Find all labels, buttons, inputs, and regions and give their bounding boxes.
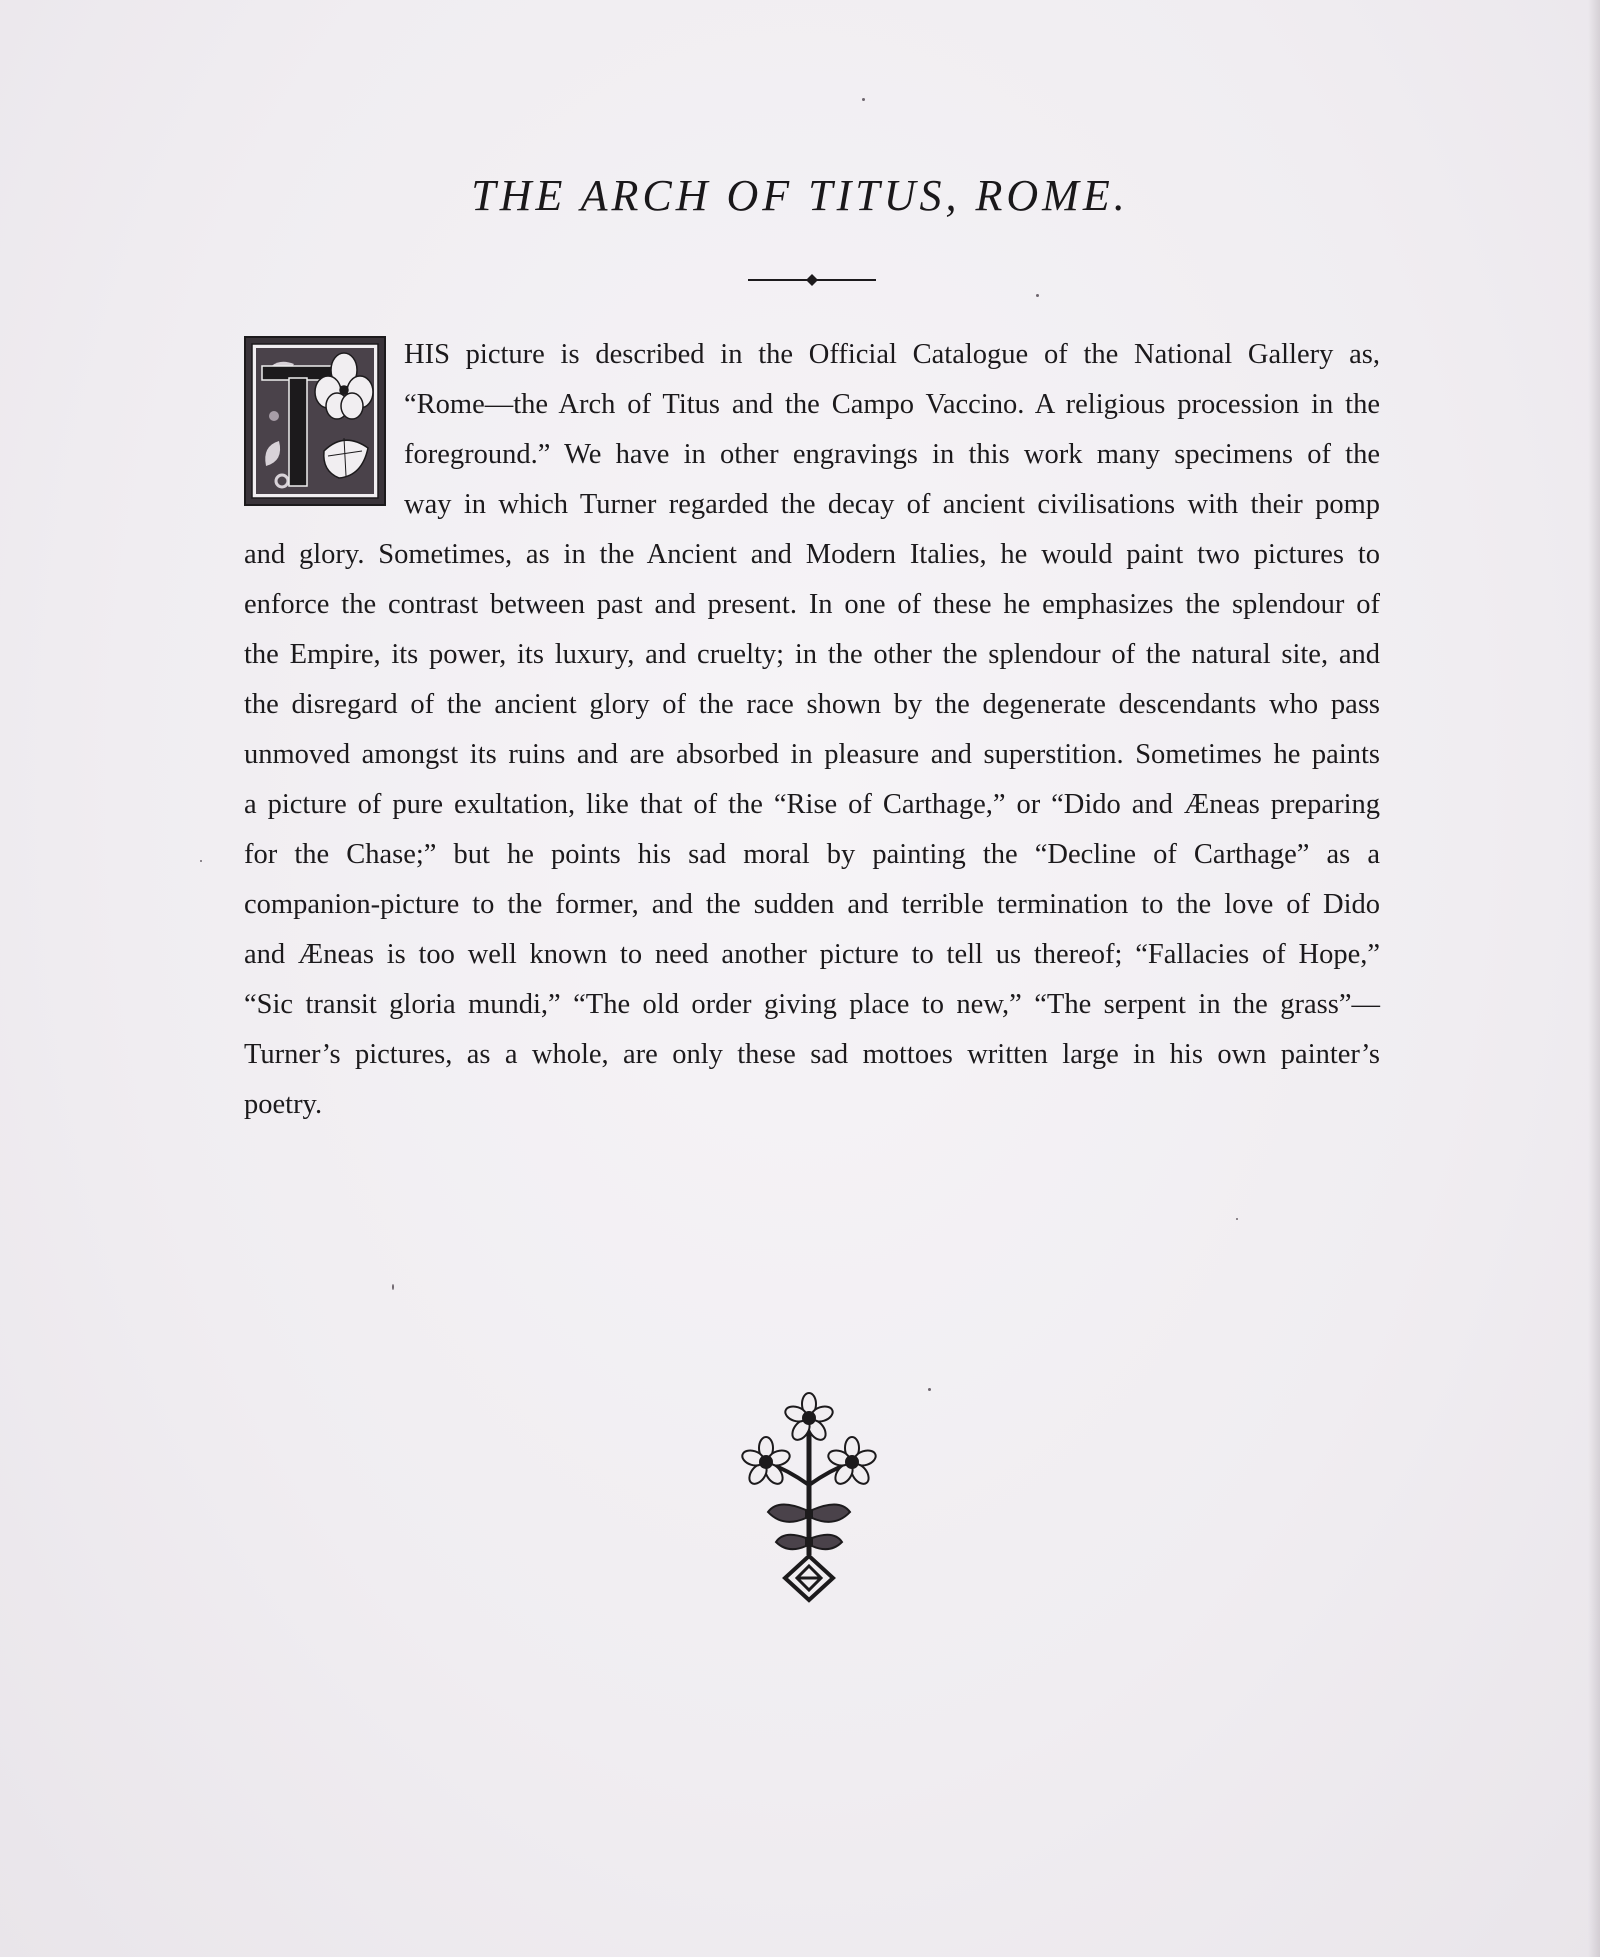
body-text-block xyxy=(244,330,1380,1130)
paper-speck xyxy=(862,98,865,101)
floral-initial-t-icon xyxy=(244,336,386,506)
paper-speck xyxy=(392,1284,394,1290)
paper-speck xyxy=(928,1388,931,1391)
body-paragraph: HIS picture is described in the Official Catalogue of the National Gallery as, “Rome—the Arch of Titus and the Campo Vaccino. A religious procession in the foreground.” We have in other engravings in this work many specimens of the way in which Turner regarded the decay of ancient civilisations with their pomp and glory. Sometimes, as in the Ancient and Modern Italies, he would paint two pictures to enforce the contrast between past and present. In one of these he emphasizes the splendour of the Empire, its power, its luxury, and cruelty; in the other the splendour of the natural site, and the disregard of the ancient glory of the race shown by the degenerate descendants who pass unmoved amongst its ruins and are absorbed in pleasure and superstition. Sometimes he paints a picture of pure exultation, like that of the “Rise of Carthage,” or “Dido and Æneas preparing for the Chase;” but he points his sad moral by painting the “Decline of Carthage” as a companion-picture to the former, and the sudden and terrible termination to the love of Dido and Æneas is too well known to need another picture to tell us thereof; “Fallacies of Hope,” “Sic transit gloria mundi,” “The old order giving place to new,” “The serpent in the grass”—Turner’s pictures, as a whole, are only these sad mottoes written large in his own painter’s poetry. xyxy=(244,339,1380,1120)
paper-speck xyxy=(1236,1218,1238,1220)
page-title: THE ARCH OF TITUS, ROME. xyxy=(471,171,1129,220)
paper-speck xyxy=(1036,294,1039,297)
floral-tailpiece-icon xyxy=(738,1390,880,1604)
paper-speck xyxy=(200,860,202,862)
diamond-rule-icon xyxy=(748,270,876,290)
